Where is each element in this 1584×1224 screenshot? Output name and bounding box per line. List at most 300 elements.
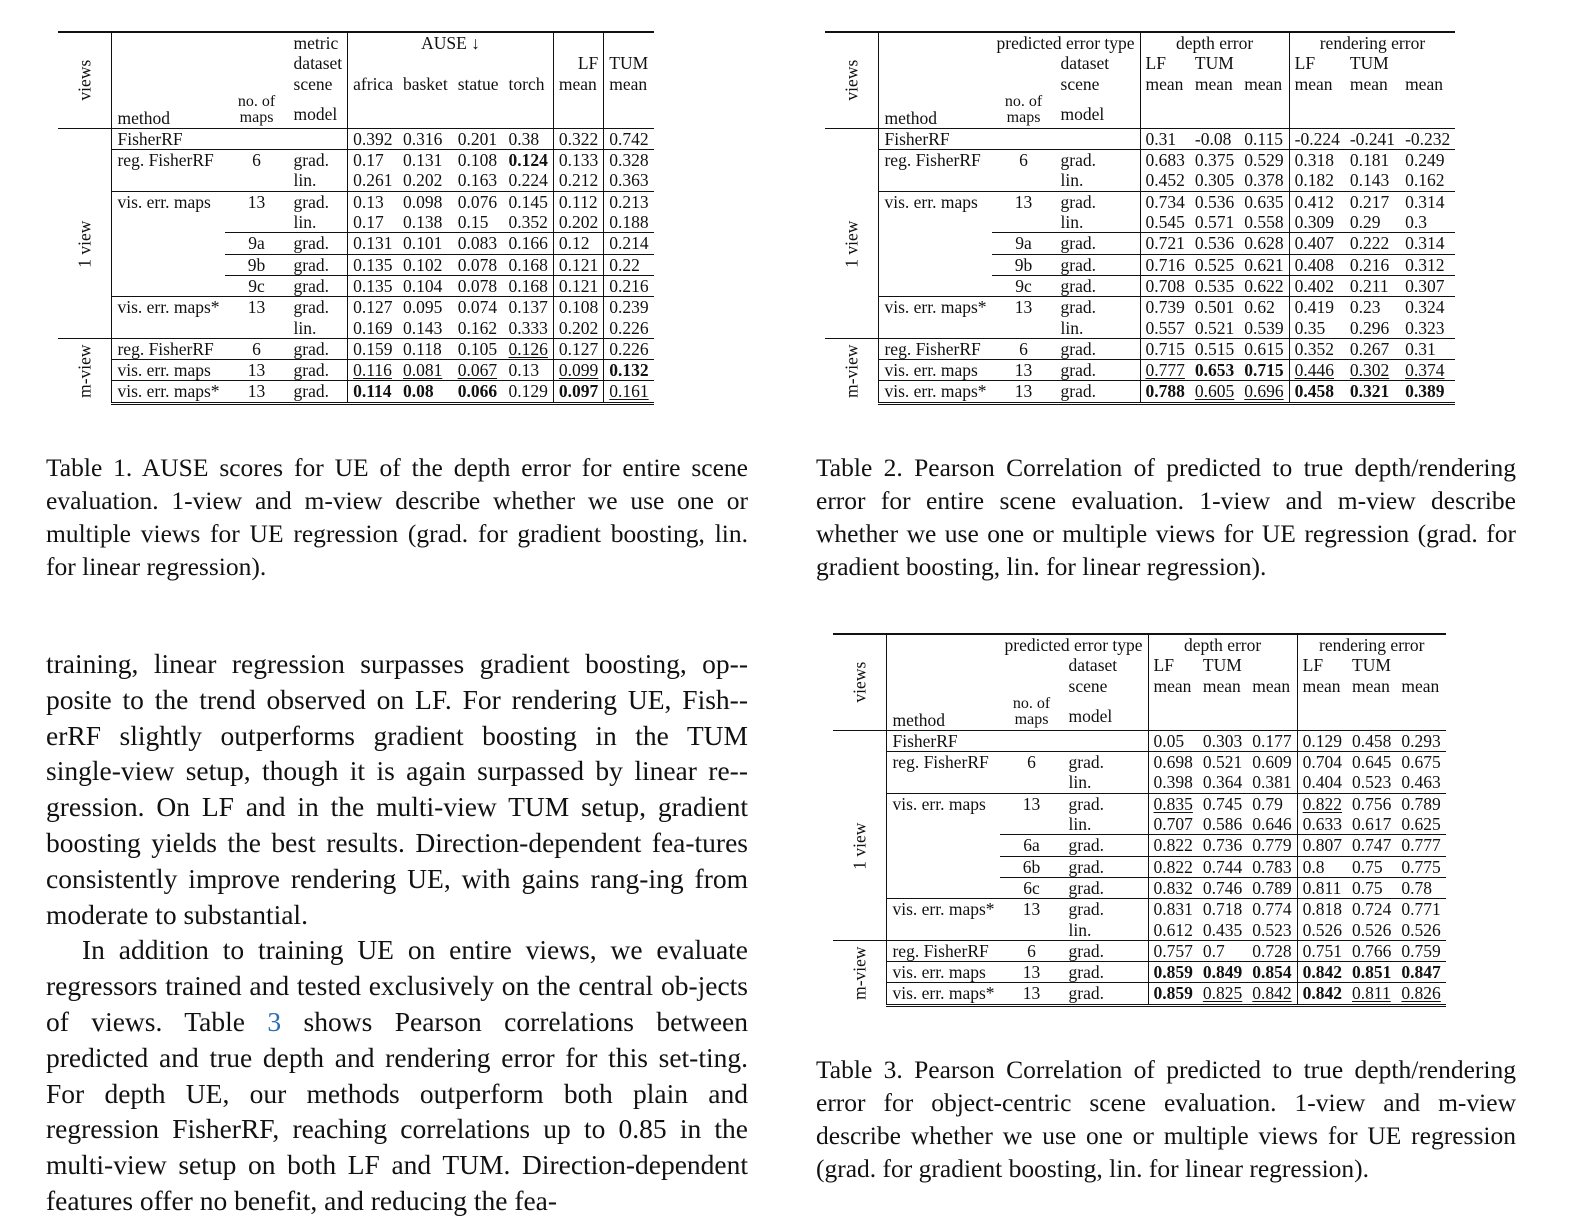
value-cell bbox=[1345, 254, 1400, 275]
value-cell bbox=[1345, 170, 1400, 191]
maps-cell bbox=[225, 212, 289, 233]
table-3-reference-link[interactable]: 3 bbox=[267, 1005, 282, 1037]
value-text: 0.788 bbox=[1145, 381, 1185, 402]
value-cell bbox=[504, 318, 554, 339]
value-cell bbox=[1400, 191, 1455, 212]
value-cell bbox=[1347, 793, 1396, 814]
value-text: 0.715 bbox=[1244, 360, 1284, 381]
value-text: 0.419 bbox=[1294, 297, 1335, 318]
model-cell: grad. bbox=[1064, 940, 1148, 961]
value-text: 0.118 bbox=[402, 338, 442, 359]
method-cell bbox=[887, 772, 1000, 793]
value-text: 0.842 bbox=[1302, 983, 1343, 1004]
value-cell bbox=[604, 297, 654, 318]
value-text: 0.646 bbox=[1252, 814, 1292, 835]
value-text: 0.736 bbox=[1202, 835, 1243, 856]
value-cell bbox=[1345, 381, 1400, 403]
value-cell bbox=[1347, 920, 1396, 941]
value-text: 0.145 bbox=[508, 191, 548, 212]
value-text: 0.328 bbox=[609, 150, 649, 171]
value-cell bbox=[1347, 983, 1396, 1005]
value-text: 0.452 bbox=[1145, 170, 1185, 191]
value-cell bbox=[1140, 381, 1190, 403]
method-cell: reg. FisherRF bbox=[887, 940, 1000, 961]
value-text: 0.523 bbox=[1352, 772, 1392, 793]
model-cell: grad. bbox=[289, 150, 348, 171]
model-cell: grad. bbox=[1056, 381, 1140, 403]
value-text: 0.114 bbox=[353, 381, 392, 402]
method-cell: vis. err. maps* bbox=[879, 381, 992, 403]
value-text: 0.066 bbox=[457, 381, 498, 402]
value-text: 0.435 bbox=[1202, 919, 1243, 940]
value-cell bbox=[604, 318, 654, 339]
value-cell bbox=[398, 360, 453, 381]
value-cell bbox=[1190, 170, 1239, 191]
value-cell bbox=[1247, 940, 1297, 961]
value-text: 0.133 bbox=[558, 150, 599, 171]
mean-header: mean bbox=[1202, 675, 1241, 696]
value-cell bbox=[1345, 191, 1400, 212]
value-text: 0.067 bbox=[457, 360, 498, 381]
method-cell bbox=[887, 835, 1000, 856]
value-cell bbox=[1396, 962, 1445, 983]
value-text: 0.539 bbox=[1244, 317, 1284, 338]
value-text: 0.121 bbox=[558, 275, 599, 296]
value-cell bbox=[348, 297, 398, 318]
value-cell bbox=[1239, 191, 1289, 212]
value-cell bbox=[1400, 128, 1455, 149]
value-text: 0.3 bbox=[1405, 212, 1427, 233]
value-text: 0.161 bbox=[609, 381, 649, 402]
value-text: 0.609 bbox=[1252, 752, 1292, 773]
value-text: 0.163 bbox=[457, 170, 498, 191]
value-text: 0.635 bbox=[1244, 191, 1284, 212]
value-text: 0.314 bbox=[1405, 233, 1445, 254]
value-cell bbox=[553, 233, 603, 254]
value-cell bbox=[1198, 793, 1247, 814]
value-cell bbox=[604, 128, 654, 149]
value-cell bbox=[398, 212, 453, 233]
value-cell bbox=[504, 150, 554, 171]
value-text: 0.305 bbox=[1194, 170, 1235, 191]
maps-cell bbox=[225, 170, 289, 191]
model-header: model bbox=[293, 103, 338, 124]
model-cell: lin. bbox=[293, 170, 317, 191]
model-cell bbox=[289, 128, 348, 149]
value-text: 0.715 bbox=[1145, 338, 1185, 359]
value-cell bbox=[1148, 983, 1198, 1005]
value-cell bbox=[1198, 877, 1247, 898]
value-text: 0.721 bbox=[1145, 233, 1185, 254]
value-cell bbox=[453, 254, 504, 275]
model-cell: grad. bbox=[289, 254, 348, 275]
method-cell: reg. FisherRF bbox=[112, 150, 225, 171]
table-row bbox=[833, 814, 1446, 835]
value-text: 0.307 bbox=[1405, 275, 1445, 296]
value-cell bbox=[604, 150, 654, 171]
value-text: 0.807 bbox=[1302, 835, 1343, 856]
maps-cell bbox=[1000, 920, 1064, 941]
value-text: 0.076 bbox=[457, 191, 498, 212]
model-cell: grad. bbox=[1064, 962, 1148, 983]
value-cell bbox=[453, 170, 504, 191]
value-text: 0.159 bbox=[353, 338, 393, 359]
table-row bbox=[825, 191, 1455, 212]
value-text: 0.779 bbox=[1252, 835, 1292, 856]
table-row bbox=[825, 170, 1455, 191]
value-text: 0.446 bbox=[1294, 360, 1335, 381]
value-text: 0.074 bbox=[457, 297, 498, 318]
value-text: 0.612 bbox=[1153, 919, 1193, 940]
method-header: method bbox=[879, 94, 992, 129]
method-cell: FisherRF bbox=[879, 128, 992, 149]
value-cell bbox=[453, 191, 504, 212]
value-cell bbox=[348, 150, 398, 171]
value-cell bbox=[553, 275, 603, 296]
value-cell bbox=[1347, 835, 1396, 856]
scene-col-header: torch bbox=[508, 73, 545, 94]
value-cell bbox=[1247, 730, 1297, 751]
value-cell bbox=[1190, 128, 1239, 149]
value-cell bbox=[398, 275, 453, 296]
value-cell bbox=[1289, 254, 1345, 275]
value-cell bbox=[553, 254, 603, 275]
views-header bbox=[833, 634, 887, 730]
value-text: 0.115 bbox=[1244, 128, 1284, 149]
value-cell bbox=[1239, 150, 1289, 171]
value-text: 0.316 bbox=[402, 128, 443, 149]
value-cell bbox=[504, 297, 554, 318]
value-text: 0.323 bbox=[1405, 317, 1445, 338]
value-text: 0.835 bbox=[1153, 793, 1193, 814]
value-text: 0.216 bbox=[1349, 254, 1390, 275]
maps-cell bbox=[1000, 814, 1064, 835]
tum-header: TUM bbox=[1352, 655, 1391, 676]
value-cell bbox=[1347, 814, 1396, 835]
value-text: 0.775 bbox=[1401, 856, 1441, 877]
maps-cell: 13 bbox=[1000, 793, 1064, 814]
value-cell bbox=[1400, 318, 1455, 339]
value-text: 0.239 bbox=[609, 297, 649, 318]
value-cell bbox=[1289, 297, 1345, 318]
value-text: 0.212 bbox=[558, 170, 599, 191]
value-text: 0.333 bbox=[508, 317, 548, 338]
value-cell bbox=[1347, 940, 1396, 961]
value-text: 0.224 bbox=[508, 170, 548, 191]
value-text: 0.217 bbox=[1349, 191, 1390, 212]
depth-error-header: depth error bbox=[1148, 634, 1297, 655]
maps-cell: 9c bbox=[992, 275, 1056, 296]
value-cell bbox=[1289, 191, 1345, 212]
mean-header: mean bbox=[1349, 73, 1388, 94]
value-cell bbox=[1148, 899, 1198, 920]
value-cell bbox=[1198, 814, 1247, 835]
value-cell bbox=[1148, 835, 1198, 856]
table-2 bbox=[825, 31, 1455, 405]
value-cell bbox=[1400, 360, 1455, 381]
value-text: 0.831 bbox=[1153, 899, 1193, 920]
value-text: 0.859 bbox=[1153, 962, 1193, 983]
method-cell bbox=[879, 275, 992, 296]
model-cell: lin. bbox=[1068, 919, 1092, 940]
value-cell bbox=[1247, 962, 1297, 983]
value-cell bbox=[553, 318, 603, 339]
value-text: 0.375 bbox=[1194, 150, 1235, 171]
value-cell bbox=[1148, 856, 1198, 877]
value-text: 0.625 bbox=[1401, 814, 1441, 835]
value-text: 0.622 bbox=[1244, 275, 1284, 296]
table-row bbox=[825, 212, 1455, 233]
value-cell bbox=[398, 128, 453, 149]
method-cell bbox=[879, 212, 992, 233]
value-text: 0.078 bbox=[457, 254, 498, 275]
value-text: 0.211 bbox=[1349, 275, 1389, 296]
tum-header: TUM bbox=[1349, 53, 1389, 74]
value-cell bbox=[1396, 877, 1445, 898]
value-cell bbox=[453, 360, 504, 381]
model-cell: grad. bbox=[1056, 233, 1140, 254]
value-cell bbox=[553, 297, 603, 318]
value-cell bbox=[1396, 983, 1445, 1005]
method-cell: vis. err. maps* bbox=[112, 381, 225, 403]
table-row bbox=[833, 920, 1446, 941]
group-1-view-label: 1 view bbox=[849, 822, 870, 870]
value-text: -0.232 bbox=[1405, 128, 1451, 149]
table-row bbox=[58, 338, 654, 359]
value-text: 0.78 bbox=[1401, 877, 1433, 898]
value-text: 0.05 bbox=[1153, 730, 1185, 751]
value-text: 0.137 bbox=[508, 297, 548, 318]
value-text: 0.097 bbox=[558, 381, 599, 402]
value-cell bbox=[1289, 233, 1345, 254]
maps-cell: 13 bbox=[1000, 899, 1064, 920]
value-text: 0.078 bbox=[457, 275, 498, 296]
value-cell bbox=[1345, 212, 1400, 233]
table-row bbox=[833, 856, 1446, 877]
table-row bbox=[58, 150, 654, 171]
method-cell: vis. err. maps bbox=[887, 962, 1000, 983]
value-cell bbox=[504, 191, 554, 212]
value-text: 0.098 bbox=[402, 191, 443, 212]
model-cell: grad. bbox=[1064, 983, 1148, 1005]
table2-grid bbox=[825, 31, 1455, 405]
value-text: 0.121 bbox=[558, 254, 599, 275]
value-text: 0.728 bbox=[1252, 940, 1292, 961]
value-text: 0.683 bbox=[1145, 150, 1185, 171]
value-cell bbox=[398, 233, 453, 254]
method-cell bbox=[879, 254, 992, 275]
value-cell bbox=[1247, 983, 1297, 1005]
maps-cell: 6 bbox=[992, 338, 1056, 359]
lf-header: LF bbox=[1148, 655, 1198, 675]
mean-header: mean bbox=[1405, 73, 1443, 94]
value-cell bbox=[348, 381, 398, 403]
value-cell bbox=[348, 212, 398, 233]
value-text: 0.771 bbox=[1401, 899, 1441, 920]
method-cell bbox=[887, 814, 1000, 835]
method-cell bbox=[112, 254, 225, 275]
value-cell bbox=[1190, 318, 1239, 339]
value-cell bbox=[1239, 318, 1289, 339]
value-cell bbox=[553, 212, 603, 233]
table-row bbox=[833, 793, 1446, 814]
model-cell: grad. bbox=[1064, 899, 1148, 920]
mean-header: mean bbox=[604, 74, 654, 94]
value-cell bbox=[1289, 360, 1345, 381]
value-text: 0.083 bbox=[457, 233, 498, 254]
value-text: 0.095 bbox=[402, 297, 443, 318]
value-cell bbox=[604, 233, 654, 254]
value-text: 0.177 bbox=[1252, 730, 1292, 751]
value-text: 0.526 bbox=[1352, 919, 1392, 940]
value-text: 0.202 bbox=[558, 317, 599, 338]
value-cell bbox=[1347, 856, 1396, 877]
views-label: views bbox=[841, 60, 862, 101]
value-text: 0.182 bbox=[1294, 170, 1335, 191]
maps-cell: 6 bbox=[1000, 752, 1064, 773]
value-text: 0.132 bbox=[609, 360, 649, 381]
value-cell bbox=[1396, 793, 1445, 814]
value-text: 0.363 bbox=[609, 170, 649, 191]
value-cell bbox=[1396, 730, 1445, 751]
value-text: 0.131 bbox=[353, 233, 393, 254]
value-cell bbox=[1140, 254, 1190, 275]
value-cell bbox=[604, 212, 654, 233]
value-text: 0.826 bbox=[1401, 983, 1441, 1004]
value-cell bbox=[1148, 730, 1198, 751]
value-text: 0.408 bbox=[1294, 254, 1335, 275]
value-text: 0.201 bbox=[457, 128, 498, 149]
value-text: 0.757 bbox=[1153, 940, 1193, 961]
method-cell: reg. FisherRF bbox=[112, 338, 225, 359]
value-cell bbox=[1400, 150, 1455, 171]
value-text: 0.458 bbox=[1352, 730, 1392, 751]
value-text: 0.851 bbox=[1352, 962, 1392, 983]
value-text: 0.129 bbox=[1302, 730, 1343, 751]
value-text: -0.224 bbox=[1294, 128, 1340, 149]
value-cell bbox=[1148, 940, 1198, 961]
maps-cell: 13 bbox=[992, 191, 1056, 212]
dataset-header: dataset bbox=[1068, 655, 1118, 676]
value-cell bbox=[1198, 835, 1247, 856]
value-text: 0.116 bbox=[353, 360, 392, 381]
value-cell bbox=[1239, 128, 1289, 149]
value-cell bbox=[1289, 212, 1345, 233]
value-cell bbox=[1148, 877, 1198, 898]
value-cell bbox=[553, 128, 603, 149]
method-cell bbox=[879, 170, 992, 191]
predicted-error-type-header: predicted error type bbox=[1004, 635, 1143, 655]
value-text: 0.364 bbox=[1202, 772, 1243, 793]
value-text: 0.169 bbox=[353, 317, 393, 338]
value-text: 0.633 bbox=[1302, 814, 1343, 835]
value-text: 0.312 bbox=[1405, 254, 1445, 275]
no-of-maps-header: no. of maps bbox=[1012, 694, 1051, 728]
value-cell bbox=[1347, 730, 1396, 751]
value-text: 0.501 bbox=[1194, 297, 1235, 318]
model-cell: grad. bbox=[289, 360, 348, 381]
value-cell bbox=[1190, 338, 1239, 359]
value-text: 0.707 bbox=[1153, 814, 1193, 835]
maps-cell bbox=[225, 128, 289, 149]
value-cell bbox=[1198, 772, 1247, 793]
mean-header: mean bbox=[1252, 675, 1291, 696]
table-row bbox=[825, 128, 1455, 149]
value-cell bbox=[1190, 254, 1239, 275]
value-text: 0.734 bbox=[1145, 191, 1185, 212]
predicted-error-type-header: predicted error type bbox=[996, 33, 1135, 53]
value-text: 0.216 bbox=[609, 275, 649, 296]
value-cell bbox=[1140, 170, 1190, 191]
value-cell bbox=[553, 191, 603, 212]
value-cell bbox=[1297, 772, 1347, 793]
mean-header: mean bbox=[553, 74, 603, 94]
value-text: 0.789 bbox=[1252, 877, 1292, 898]
value-text: 0.17 bbox=[353, 212, 384, 233]
value-text: 0.704 bbox=[1302, 752, 1343, 773]
value-cell bbox=[398, 254, 453, 275]
method-cell: FisherRF bbox=[112, 128, 225, 149]
value-text: -0.08 bbox=[1194, 128, 1232, 149]
table-row bbox=[833, 772, 1446, 793]
mean-header: mean bbox=[1352, 675, 1390, 696]
value-cell bbox=[453, 128, 504, 149]
value-text: 0.79 bbox=[1252, 793, 1283, 814]
value-cell bbox=[1239, 212, 1289, 233]
value-text: 0.628 bbox=[1244, 233, 1284, 254]
value-cell bbox=[348, 233, 398, 254]
value-cell bbox=[1400, 275, 1455, 296]
value-cell bbox=[1239, 338, 1289, 359]
mean-header: mean bbox=[1140, 74, 1190, 94]
value-cell bbox=[1289, 381, 1345, 403]
value-text: 0.38 bbox=[508, 128, 540, 149]
value-cell bbox=[504, 381, 554, 403]
value-text: 0.571 bbox=[1194, 212, 1235, 233]
mean-header: mean bbox=[1297, 676, 1347, 696]
value-text: 0.131 bbox=[402, 150, 443, 171]
value-text: 0.746 bbox=[1202, 877, 1243, 898]
value-text: 0.162 bbox=[457, 317, 498, 338]
value-cell bbox=[1247, 899, 1297, 920]
table-row bbox=[825, 297, 1455, 318]
value-cell bbox=[1247, 856, 1297, 877]
value-cell bbox=[1347, 877, 1396, 898]
value-text: 0.7 bbox=[1202, 940, 1225, 961]
value-cell bbox=[1140, 297, 1190, 318]
tum-header: TUM bbox=[1202, 655, 1242, 676]
value-cell bbox=[1345, 233, 1400, 254]
table-3-caption: Table 3. Pearson Correlation of predicted to true depth/rendering error for object-centric scene evaluation. 1-view and m-view describe whether we use one or multiple views for UE regression (grad. for gradient boosting, lin. for linear regression). bbox=[816, 1055, 1516, 1183]
table-row bbox=[58, 191, 654, 212]
value-text: 0.558 bbox=[1244, 212, 1284, 233]
table-row bbox=[825, 381, 1455, 403]
value-text: 0.314 bbox=[1405, 191, 1445, 212]
lf-header: LF bbox=[553, 53, 603, 73]
value-text: 0.849 bbox=[1202, 962, 1243, 983]
views-label: views bbox=[849, 662, 870, 703]
table-row bbox=[825, 150, 1455, 171]
model-cell: lin. bbox=[1060, 170, 1084, 191]
model-cell: grad. bbox=[289, 233, 348, 254]
value-text: 0.321 bbox=[1349, 381, 1390, 402]
value-text: 0.742 bbox=[609, 128, 649, 149]
value-text: 0.535 bbox=[1194, 275, 1235, 296]
maps-cell: 13 bbox=[225, 381, 289, 403]
value-cell bbox=[504, 212, 554, 233]
value-text: 0.381 bbox=[1252, 772, 1292, 793]
value-text: 0.458 bbox=[1294, 381, 1335, 402]
